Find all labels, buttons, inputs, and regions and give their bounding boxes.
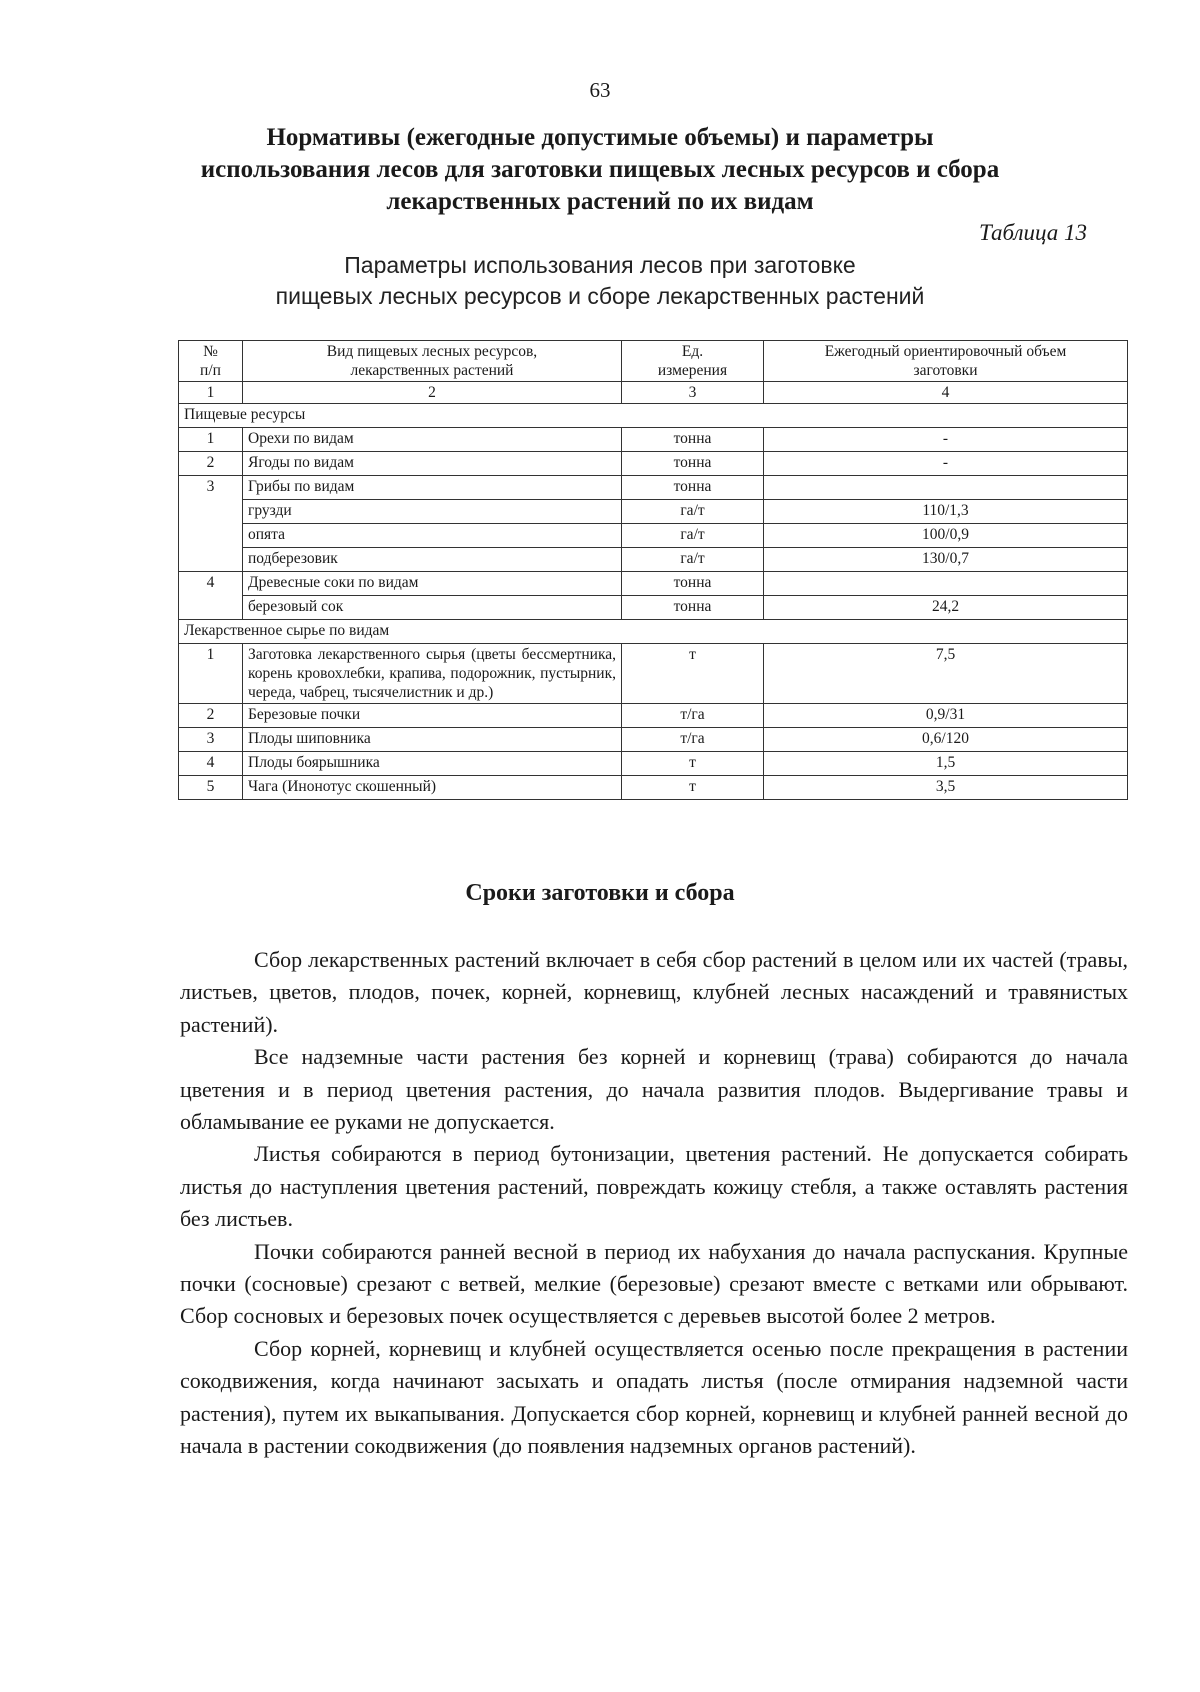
header-unit: Ед. измерения (622, 341, 764, 382)
row-value (764, 572, 1128, 596)
table-row (179, 776, 1128, 800)
table-row (179, 596, 1128, 620)
row-unit: тонна (622, 572, 764, 596)
row-num: 1 (179, 644, 243, 704)
row-value: 24,2 (764, 596, 1128, 620)
section-title-food: Пищевые ресурсы (179, 404, 1128, 428)
main-title (170, 122, 1030, 218)
row-num: 3 (179, 728, 243, 752)
column-index-cell: 2 (243, 382, 622, 404)
table-row (179, 752, 1128, 776)
row-unit: т (622, 644, 764, 704)
row-name: Плоды шиповника (243, 728, 622, 752)
row-unit: тонна (622, 428, 764, 452)
row-name: подберезовик (243, 548, 622, 572)
row-unit: тонна (622, 596, 764, 620)
row-value: 0,9/31 (764, 704, 1128, 728)
row-num: 3 (179, 476, 243, 572)
row-unit: тонна (622, 476, 764, 500)
row-name: Древесные соки по видам (243, 572, 622, 596)
main-title-line: Нормативы (ежегодные допустимые объемы) и параметры (266, 124, 934, 151)
row-value: 100/0,9 (764, 524, 1128, 548)
parameters-table (178, 340, 1128, 800)
row-value: 130/0,7 (764, 548, 1128, 572)
main-title-line: лекарственных растений по их видам (386, 188, 814, 215)
column-index-cell: 1 (179, 382, 243, 404)
body-text (180, 944, 1128, 1463)
table-row (179, 476, 1128, 500)
row-unit: га/т (622, 548, 764, 572)
row-num: 2 (179, 452, 243, 476)
paragraph: Сбор лекарственных растений включает в себя сбор растений в целом или их частей (травы, листьев, цветов, плодов, почек, корней, корневищ, клубней лесных насаждений и травянистых растений). (180, 947, 1128, 1037)
header-value: Ежегодный ориентировочный объем заготовки (764, 341, 1128, 382)
column-index-cell: 3 (622, 382, 764, 404)
paragraph: Сбор корней, корневищ и клубней осуществляется осенью после прекращения в растении сокодвижения, когда начинают засыхать и опадать листья (после отмирания надземной части растения), путем их выкапывания. Допускается сбор корней, корневищ и клубней ранней весной до начала в растении сокодвижения (до появления надземных органов растений). (180, 1335, 1128, 1459)
table-header-row (179, 341, 1128, 382)
row-unit: т (622, 752, 764, 776)
page-number: 63 (589, 78, 611, 102)
table-caption-line: Параметры использования лесов при заготовке (344, 252, 856, 278)
table-row (179, 500, 1128, 524)
row-unit: тонна (622, 452, 764, 476)
row-name: Березовые почки (243, 704, 622, 728)
row-name: грузди (243, 500, 622, 524)
row-name: Чага (Инонотус скошенный) (243, 776, 622, 800)
row-name: опята (243, 524, 622, 548)
table-row (179, 452, 1128, 476)
header-num: № п/п (179, 341, 243, 382)
table-row (179, 704, 1128, 728)
row-name: Грибы по видам (243, 476, 622, 500)
paragraph: Почки собираются ранней весной в период их набухания до начала распускания. Крупные почки (сосновые) срезают с ветвей, мелкие (березовые) срезают вместе с ветками или обрывают. Сбор сосновых и березовых почек осуществляется с деревьев высотой более 2 метров. (180, 1238, 1128, 1329)
row-value: 7,5 (764, 644, 1128, 704)
row-num: 4 (179, 572, 243, 620)
row-unit: га/т (622, 500, 764, 524)
section-row (179, 620, 1128, 644)
section-heading: Сроки заготовки и сбора (465, 880, 735, 906)
header-name: Вид пищевых лесных ресурсов, лекарственных растений (243, 341, 622, 382)
row-num: 5 (179, 776, 243, 800)
table-row (179, 548, 1128, 572)
row-value: 3,5 (764, 776, 1128, 800)
row-value: 0,6/120 (764, 728, 1128, 752)
table-row (179, 728, 1128, 752)
row-value: 110/1,3 (764, 500, 1128, 524)
row-value: - (764, 428, 1128, 452)
row-unit: т/га (622, 728, 764, 752)
paragraph: Все надземные части растения без корней и корневищ (трава) собираются до начала цветения и в период цветения растения, до начала развития плодов. Выдергивание травы и обламывание ее руками не допускается. (180, 1044, 1128, 1135)
row-name: Заготовка лекарственного сырья (цветы бессмертника, корень кровохлебки, крапива, подорожник, пустырник, череда, чабрец, тысячелистник и др.) (243, 644, 622, 704)
row-value: - (764, 452, 1128, 476)
row-name: березовый сок (243, 596, 622, 620)
row-value: 1,5 (764, 752, 1128, 776)
table-row (179, 572, 1128, 596)
row-name: Ягоды по видам (243, 452, 622, 476)
column-index-row (179, 382, 1128, 404)
row-unit: га/т (622, 524, 764, 548)
paragraph: Листья собираются в период бутонизации, цветения растений. Не допускается собирать листья до наступления цветения растений, повреждать кожицу стебля, а также оставлять растения без листьев. (180, 1141, 1128, 1232)
row-num: 2 (179, 704, 243, 728)
row-unit: т (622, 776, 764, 800)
row-num: 1 (179, 428, 243, 452)
main-title-line: использования лесов для заготовки пищевых лесных ресурсов и сбора (200, 156, 1000, 183)
row-name: Плоды боярышника (243, 752, 622, 776)
row-unit: т/га (622, 704, 764, 728)
table-label: Таблица 13 (978, 220, 1087, 245)
row-name: Орехи по видам (243, 428, 622, 452)
table-row (179, 428, 1128, 452)
row-num: 4 (179, 752, 243, 776)
table-caption (170, 250, 1030, 312)
table-row (179, 524, 1128, 548)
table-row (179, 644, 1128, 704)
column-index-cell: 4 (764, 382, 1128, 404)
row-value (764, 476, 1128, 500)
section-title-medicinal: Лекарственное сырье по видам (179, 620, 1128, 644)
table-caption-line: пищевых лесных ресурсов и сборе лекарственных растений (275, 283, 925, 309)
section-row (179, 404, 1128, 428)
